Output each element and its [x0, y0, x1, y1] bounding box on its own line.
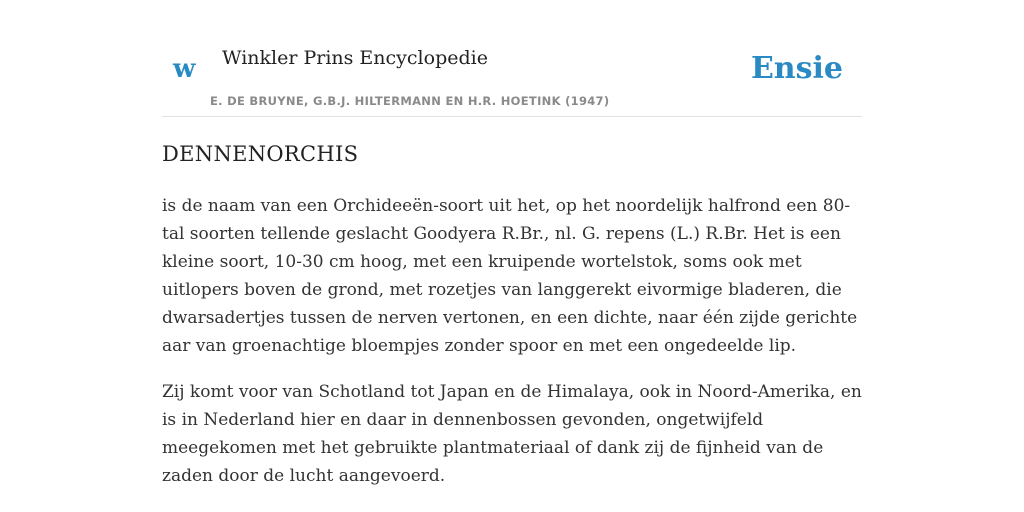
site-title[interactable]: Winkler Prins Encyclopedie: [222, 47, 488, 69]
article-paragraph: is de naam van een Orchideeën-soort uit het, op het noordelijk halfrond een 80-tal soorten tellende geslacht Goodyera R.Br., nl. G. repens (L.) R.Br. Het is een kleine soort, 10-30 cm hoog, met een kruipende wortelstok, soms ook met uitlopers boven de grond, met rozetjes van langgerekt eivormige bladeren, die dwarsadertjes tussen de nerven vertonen, en een dichte, naar één zijde gerichte aar van groenachtige bloempjes zonder spoor en met een ongedeelde lip.: [162, 196, 858, 356]
header: [162, 0, 862, 117]
authors-line: E. DE BRUYNE, G.B.J. HILTERMANN EN H.R. HOETINK (1947): [210, 94, 610, 108]
page-title: DENNENORCHIS: [162, 142, 359, 166]
article-paragraph: Zij komt voor van Schotland tot Japan en de Himalaya, ook in Noord-Amerika, en is in Nederland hier en daar in dennenbossen gevonden, ongetwijfeld meegekomen met het gebruikte plantmateriaal of dank zij de fijnheid van de zaden door de lucht aangevoerd.: [162, 382, 862, 486]
winkler-prins-logo[interactable]: w: [173, 54, 196, 84]
ensie-logo[interactable]: Ensie: [750, 51, 843, 86]
article: [162, 138, 862, 508]
